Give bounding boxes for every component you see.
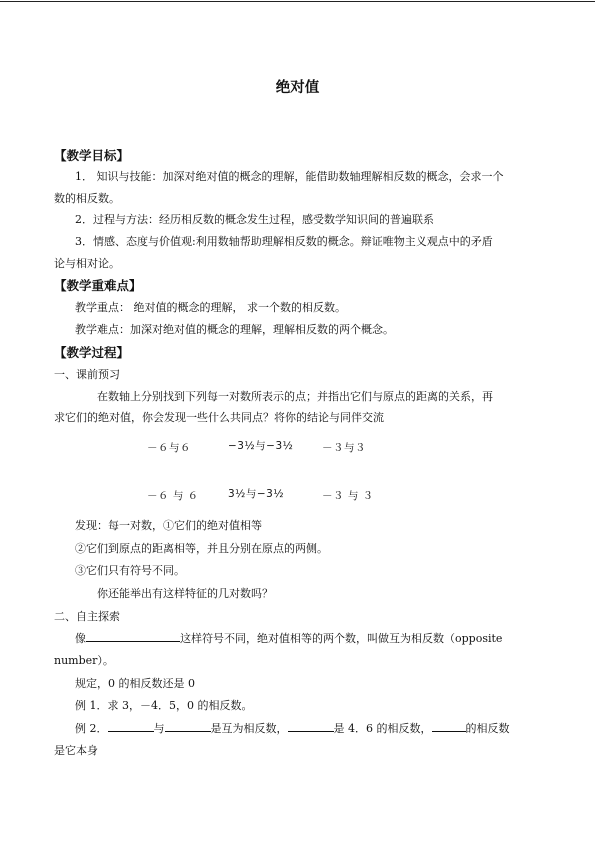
page-title: 绝对值 (275, 80, 320, 96)
objective-1-line-1: 1． 知识与技能：加深对绝对值的概念的理解，能借助数轴理解相反数的概念，会求一个 (75, 170, 504, 183)
part-1-line-1: 在数轴上分别找到下列每一对数所表示的点；并指出它们与原点的距离的关系，再 (97, 390, 493, 403)
number-pair-3a: －３与３ (322, 442, 366, 454)
example-1: 例 1．求 3，－4．5，0 的相反数。 (75, 699, 253, 712)
number-pair-1b: －６ 与 ６ (147, 490, 199, 502)
definition-line-1 (75, 630, 502, 646)
answer-blank-2[interactable] (108, 721, 154, 732)
teaching-difficulty: 教学难点：加深对绝对值的概念的理解，理解相反数的两个概念。 (75, 323, 394, 336)
answer-blank-1[interactable] (86, 631, 180, 642)
finding-3: ③它们只有符号不同。 (75, 564, 185, 577)
example-2-line-2: 是它本身 (54, 744, 98, 757)
finding-2: ②它们到原点的距离相等，并且分别在原点的两侧。 (75, 542, 328, 555)
objective-1-line-2: 数的相反数。 (54, 192, 120, 205)
number-pair-3b: －３ 与 ３ (322, 490, 374, 502)
objective-2: 2．过程与方法：经历相反数的概念发生过程，感受数学知识间的普遍联系 (75, 213, 434, 226)
zero-rule: 规定，0 的相反数还是 0 (75, 677, 195, 690)
answer-blank-5[interactable] (432, 721, 466, 732)
example-2-label: 例 2． (75, 722, 108, 735)
definition-suffix: 这样符号不同，绝对值相等的两个数，叫做互为相反数（opposite (180, 632, 503, 645)
top-border-rule (0, 1, 595, 2)
exercise-question: 你还能举出有这样特征的几对数吗？ (97, 587, 273, 600)
process-heading: 【教学过程】 (54, 345, 130, 360)
example-2-line-1 (75, 720, 510, 736)
definition-prefix: 像 (75, 632, 86, 645)
example-2-text-c: 是互为相反数， (210, 722, 288, 735)
objectives-heading: 【教学目标】 (54, 148, 130, 163)
answer-blank-3[interactable] (165, 721, 211, 732)
objective-3-line-1: 3．情感、态度与价值观:利用数轴帮助理解相反数的概念。辩证唯物主义观点中的矛盾 (75, 235, 493, 248)
finding-1: 发现：每一对数，①它们的绝对值相等 (75, 519, 262, 532)
part-2-title: 二、自主探索 (54, 610, 120, 623)
key-points-heading: 【教学重难点】 (54, 278, 142, 293)
definition-line-2: number）。 (54, 654, 114, 667)
answer-blank-4[interactable] (288, 721, 334, 732)
teaching-focus: 教学重点： 绝对值的概念的理解， 求一个数的相反数。 (75, 301, 346, 314)
example-2-text-d: 是 4．6 的相反数， (333, 722, 432, 735)
objective-3-line-2: 论与相对论。 (54, 257, 120, 270)
part-1-title: 一、课前预习 (54, 368, 120, 381)
example-2-text-b: 与 (153, 722, 165, 735)
number-pair-2b: 3½与−3½ (228, 488, 285, 500)
number-pair-1a: －６与６ (147, 442, 191, 454)
number-pair-2a: −3½与−3½ (228, 440, 294, 452)
part-1-line-2: 求它们的绝对值，你会发现一些什么共同点？将你的结论与同伴交流 (54, 411, 384, 424)
example-2-text-e: 的相反数 (465, 722, 510, 735)
